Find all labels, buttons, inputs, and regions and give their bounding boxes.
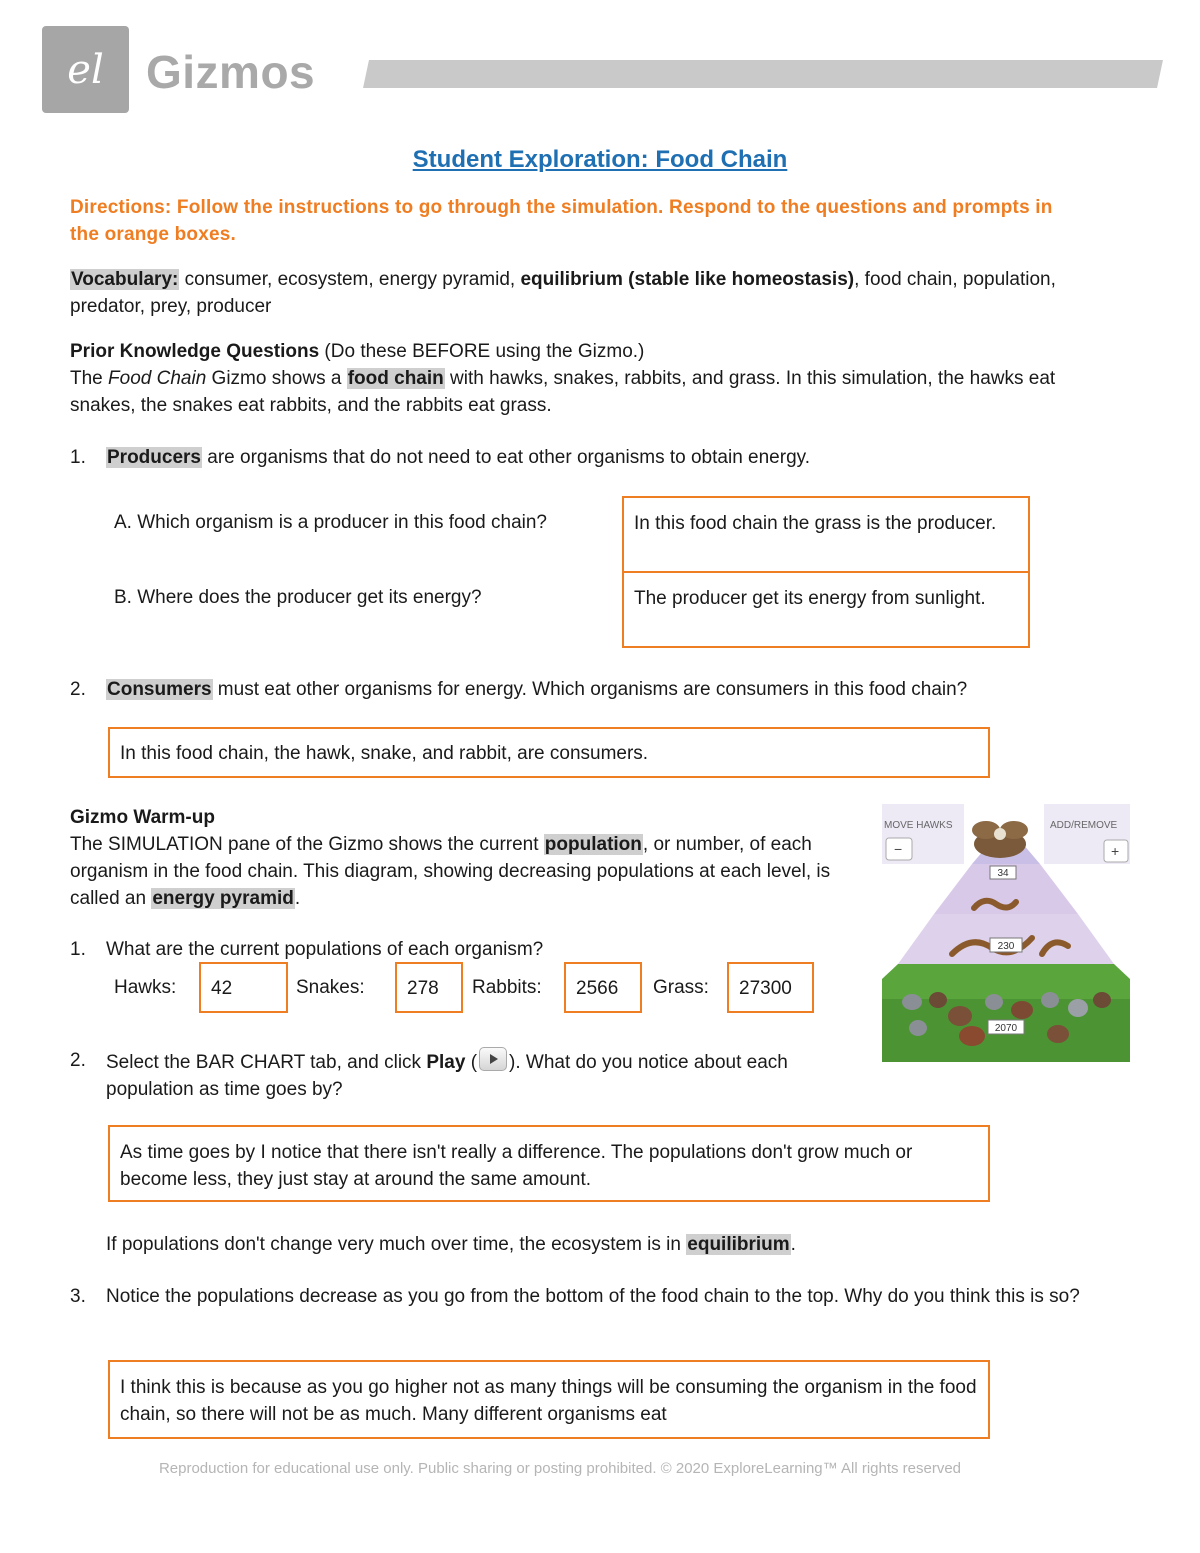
grass-label: Grass: [653, 977, 709, 998]
hawks-label: Hawks: [114, 977, 177, 998]
w3-text: Notice the populations decrease as you go from the bottom of the food chain to the top. Why do you think this is so? [106, 1286, 1080, 1307]
w1-text: What are the current populations of each organism? [106, 939, 544, 960]
w2-number: 2. [70, 1050, 86, 1071]
directions: Directions: Follow the instructions to go through the simulation. Respond to the questions and prompts in the orange boxes. [70, 197, 1053, 245]
vocabulary: Vocabulary: consumer, ecosystem, energy pyramid, equilibrium (stable like homeostasis), food chain, population, predator, prey, producer [70, 269, 1056, 317]
footer: Reproduction for educational use only. Public sharing or posting prohibited. © 2020 ExploreLearning™ All rights reserved [158, 1460, 962, 1477]
prior-intro: The Food Chain Gizmo shows a food chain with hawks, snakes, rabbits, and grass. In this simulation, the hawks eat snakes, the snakes eat rabbits, and the rabbits eat grass. [70, 368, 1056, 416]
header-bar [363, 60, 1163, 88]
w3-answer-box[interactable]: I think this is because as you go higher not as many things will be consuming the organism in the food chain, so there will not be as much. Many different organisms eat [108, 1360, 990, 1439]
svg-text:+: + [1111, 843, 1120, 859]
snake-count: 230 [997, 941, 1015, 952]
q2-number: 2. [70, 679, 86, 700]
q1b-answer-box[interactable]: The producer get its energy from sunlight. [622, 571, 1030, 648]
q1-text: Producers are organisms that do not need to eat other organisms to obtain energy. [107, 447, 811, 468]
q1-number: 1. [70, 447, 86, 468]
energy-pyramid-simulation [882, 804, 1130, 1062]
remove-label: MOVE HAWKS [884, 820, 953, 831]
hawks-answer-box[interactable]: 42 [199, 962, 288, 1013]
warmup-section [70, 804, 870, 912]
equilibrium-note: If populations don't change very much over time, the ecosystem is in equilibrium. [106, 1234, 796, 1255]
q1a-answer-box[interactable]: In this food chain the grass is the producer. [622, 496, 1030, 573]
q1b-question: B. Where does the producer get its energy? [114, 587, 482, 608]
q1a-question: A. Which organism is a producer in this food chain? [114, 512, 547, 533]
prior-knowledge-section: Prior Knowledge Questions (Do these BEFORE using the Gizmo.) The Food Chain Gizmo shows a food chain with hawks, snakes, rabbits, and grass. In this simulation, the hawks eat snakes, the snakes eat rabbits, and the rabbits eat grass. [70, 338, 1100, 419]
q2-text: Consumers must eat other organisms for energy. Which organisms are consumers in this food chain? [107, 679, 968, 700]
q2-answer-box[interactable]: In this food chain, the hawk, snake, and rabbit, are consumers. [108, 727, 990, 778]
hawk-count: 34 [997, 868, 1009, 879]
add-label: ADD/REMOVE [1050, 820, 1118, 831]
rabbit-count: 2070 [994, 1023, 1018, 1034]
w2-answer-box[interactable]: As time goes by I notice that there isn't really a difference. The populations don't grow much or become less, they just stay at around the same amount. [108, 1125, 990, 1202]
warmup-intro: The SIMULATION pane of the Gizmo shows the current population, or number, of each organism in the food chain. This diagram, showing decreasing populations at each level, is called an energy pyramid. [70, 834, 831, 909]
gizmos-brand: Gizmos [146, 46, 316, 98]
rabbits-label: Rabbits: [472, 977, 542, 998]
snakes-answer-box[interactable]: 278 [395, 962, 463, 1013]
svg-text:−: − [894, 841, 903, 857]
w3-number: 3. [70, 1286, 86, 1307]
grass-answer-box[interactable]: 27300 [727, 962, 814, 1013]
page-title: Student Exploration: Food Chain [412, 146, 788, 173]
w2-text: Select the BAR CHART tab, and click Play ( ). What do you notice about each population as time goes by? [106, 1047, 846, 1103]
play-icon [479, 1047, 507, 1071]
energy-pyramid-diagram [882, 804, 1130, 1062]
explorelearning-logo: el [42, 26, 129, 113]
snakes-label: Snakes: [296, 977, 365, 998]
w1-number: 1. [70, 939, 86, 960]
vocab-label: Vocabulary: [71, 269, 179, 290]
prior-heading: Prior Knowledge Questions [70, 341, 320, 362]
warmup-heading: Gizmo Warm-up [70, 807, 215, 828]
rabbits-answer-box[interactable]: 2566 [564, 962, 642, 1013]
